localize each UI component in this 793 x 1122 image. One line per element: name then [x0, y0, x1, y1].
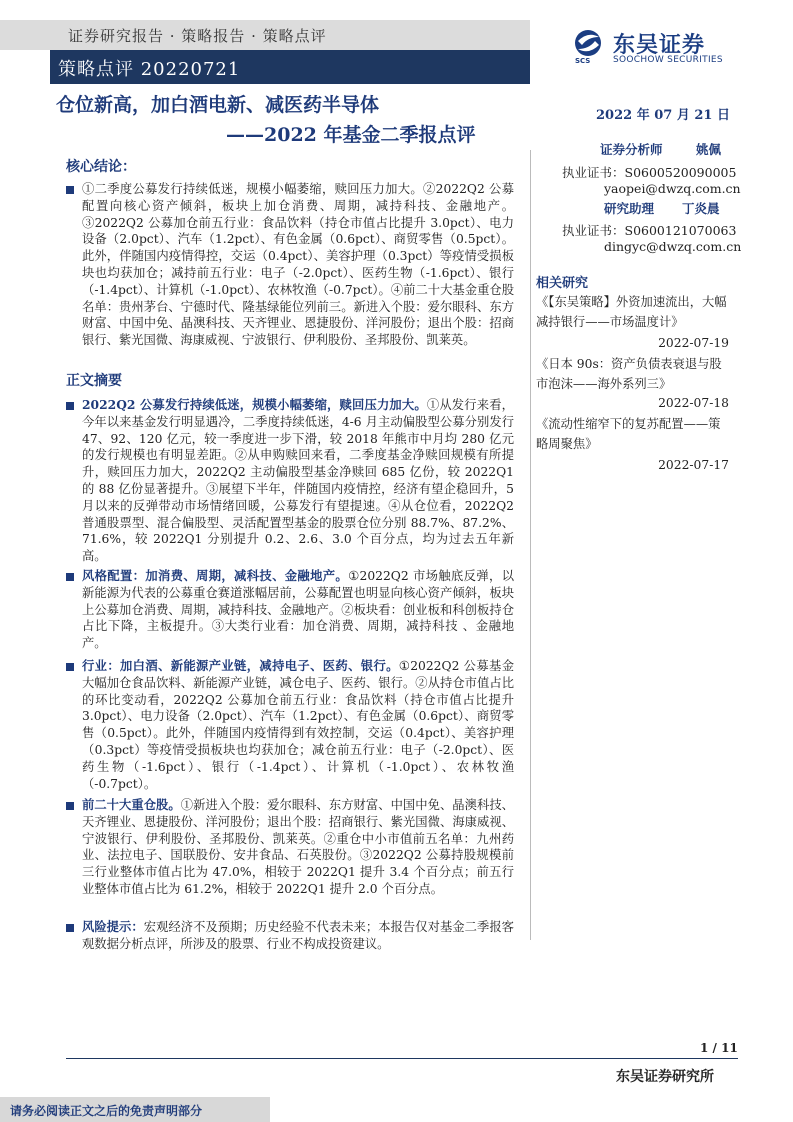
summary-item-3-body: ①2022Q2 公募基金大幅加仓食品饮料、新能源产业链，减仓电子、医药、银行。②从持仓市值占比的环比变动看，2022Q2 公募加仓前五行业：食品饮料（持仓市值占比提升 3.0pct）、电力设备（2.0pct）、汽车（1.2pct）、有色金属（0.6pct）、商贸零售（0.5pct）。此外，伴随国内疫情得到有效控制，交运（0.4pct）、美容护理（0.3pct）等疫情受损板块也均获加仓；减仓前五行业：电子（-2.0pct）、医药生物（-1.6pct）、银行（-1.4pct）、计算机（-1.0pct）、农林牧渔（-0.7pct）。	[82, 659, 514, 791]
logo-abbr-text: SCS	[575, 57, 591, 65]
footer-institute: 东吴证券研究所	[616, 1069, 714, 1085]
report-tag: 策略点评 20220721	[58, 59, 241, 80]
summary-item-3	[82, 658, 514, 792]
report-tag-bar	[50, 50, 530, 84]
assistant-license: 执业证书：S0600121070063	[562, 223, 737, 238]
core-conclusion-text: ①二季度公募发行持续低迷，规模小幅萎缩，赎回压力加大。②2022Q2 公募配置向核心资产倾斜，板块上加仓消费、周期，减持科技、金融地产。③2022Q2 公募加仓前五行业：食品饮料（持仓市值占比提升 3.0pct）、电力设备（2.0pct）、汽车（1.2pct）、有色金属（0.6pct）、商贸零售（0.5pct）。此外，伴随国内疫情得控，交运（0.4pct）、美容护理（0.3pct）等疫情受损板块也均获加仓；减持前五行业：电子（-2.0pct）、医药生物（-1.6pct）、银行（-1.4pct）、计算机（-1.0pct）、农林牧渔（-0.7pct）。④前二十大基金重仓股名单：贵州茅台、宁德时代、隆基绿能位列前三。新进入个股：爱尔眼科、东方财富、中国中免、晶澳科技、天齐锂业、恩捷股份、洋河股份；退出个股：招商银行、紫光国微、海康威视、宁波银行、伊利股份、圣邦股份、凯莱英。	[82, 182, 514, 348]
related-item-3[interactable]: 《流动性缩窄下的复苏配置——策略周聚焦》	[536, 417, 721, 451]
summary-item-5	[82, 919, 514, 953]
logo-mark-icon	[573, 28, 607, 58]
assistant-name: 丁炎晨	[682, 201, 720, 216]
summary-item-3-lead: 行业：加白酒、新能源产业链，减持电子、医药、银行。	[82, 658, 399, 673]
summary-item-2-body: ①2022Q2 市场触底反弹，以新能源为代表的公募重仓赛道涨幅居前，公募配置也明显向核心资产倾斜，板块上公募加仓消费、周期，减持科技、金融地产。②板块看：创业板和科创板持仓占比下降，主板提升。③大类行业看：加仓消费、周期，减持科技 、金融地产。	[82, 569, 514, 651]
report-series: 证券研究报告 · 策略报告 · 策略点评	[68, 27, 327, 45]
assistant-email[interactable]: dingyc@dwzq.com.cn	[604, 239, 742, 254]
core-conclusion-heading: 核心结论：	[66, 159, 136, 175]
analyst-email[interactable]: yaopei@dwzq.com.cn	[604, 181, 741, 196]
page-number: 1 / 11	[700, 1041, 738, 1055]
summary-bullet-2	[66, 573, 74, 581]
analyst-role: 证券分析师	[600, 142, 663, 157]
summary-item-4	[82, 797, 514, 898]
analyst-license: 执业证书：S0600520090005	[562, 165, 737, 180]
core-bullet	[66, 186, 74, 194]
related-item-1[interactable]: 《【东吴策略】外资加速流出，大幅减持银行——市场温度计》	[536, 295, 727, 329]
summary-bullet-3	[66, 663, 74, 671]
report-date: 2022 年 07 月 21 日	[596, 108, 730, 123]
related-item-1-date: 2022-07-19	[658, 336, 729, 350]
summary-item-1-body: ①从发行来看，今年以来基金发行明显遇冷，二季度持续低迷，4-6 月主动偏股型公募分别发行 47、92、120 亿元，较一季度进一步下滑，较 2018 年熊市中月均 280 亿元的发行规模也有明显差距。②从申购赎回来看，二季度基金净赎回规模有所提升，赎回压力加大，2022Q2 主动偏股型基金净赎回 685 亿份，较 2022Q1 的 88 亿份显著提升。③展望下半年，伴随国内疫情控，经济有望企稳回升，5 月以来的反弹带动市场情绪回暖，公募发行有望提速。④从仓位看，2022Q2 普通股票型、混合偏股型、灵活配置型基金的股票仓位分别 88.7%、87.2%、71.6%，较 2022Q1 分别提升 0.2、2.6、3.0 个百分点，均为过去五年新高。	[82, 398, 514, 564]
summary-bullet-4	[66, 802, 74, 810]
related-research-heading: 相关研究	[536, 276, 589, 291]
summary-item-1-lead: 2022Q2 公募发行持续低迷，规模小幅萎缩，赎回压力加大。	[82, 397, 427, 412]
column-divider	[530, 150, 531, 940]
disclaimer-bar	[0, 1097, 270, 1122]
summary-bullet-5	[66, 924, 74, 932]
summary-item-4-body: ①新进入个股：爱尔眼科、东方财富、中国中免、晶澳科技、天齐锂业、恩捷股份、洋河股份；退出个股：招商银行、紫光国微、海康威视、宁波银行、伊利股份、圣邦股份、凯莱英。②重仓中小市值前五名单：九州药业、法拉电子、国联股份、安井食品、石英股份。③2022Q2 公募持股规模前三行业整体市值占比为 47.0%，相较于 2022Q1 提升 3.4 个百分点；前五行业整体市值占比为 61.2%，相较于 2022Q1 提升 2.0 个百分点。	[82, 798, 514, 896]
logo-en-text: SOOCHOW SECURITIES	[613, 55, 723, 65]
related-item-2-date: 2022-07-18	[658, 396, 729, 410]
summary-item-1	[82, 397, 514, 565]
summary-item-5-body: 宏观经济不及预期；历史经验不代表未来；本报告仅对基金二季报客观数据分析点评，所涉及的股票、行业不构成投资建议。	[82, 920, 514, 951]
report-title-line1: 仓位新高，加白酒电新、减医药半导体	[56, 94, 380, 116]
summary-item-5-lead: 风险提示：	[82, 919, 144, 934]
assistant-role: 研究助理	[604, 201, 655, 216]
summary-item-2	[82, 568, 514, 652]
summary-item-4-lead: 前二十大重仓股。	[82, 797, 181, 812]
soochow-logo	[573, 28, 738, 68]
footer-rule	[66, 1058, 738, 1059]
related-item-3-date: 2022-07-17	[658, 458, 729, 472]
logo-cn-text: 东吴证券	[613, 33, 706, 58]
related-item-2[interactable]: 《日本 90s：资产负债表衰退与股市泡沫——海外系列三》	[536, 357, 722, 391]
report-title-line2: ——2022 年基金二季报点评	[226, 124, 476, 146]
summary-heading: 正文摘要	[66, 373, 122, 389]
summary-bullet-1	[66, 402, 74, 410]
analyst-name: 姚佩	[696, 142, 722, 157]
summary-item-2-lead: 风格配置：加消费、周期，减科技、金融地产。	[82, 568, 349, 583]
disclaimer-text[interactable]: 请务必阅读正文之后的免责声明部分	[10, 1104, 203, 1118]
report-series-bar	[0, 20, 530, 50]
